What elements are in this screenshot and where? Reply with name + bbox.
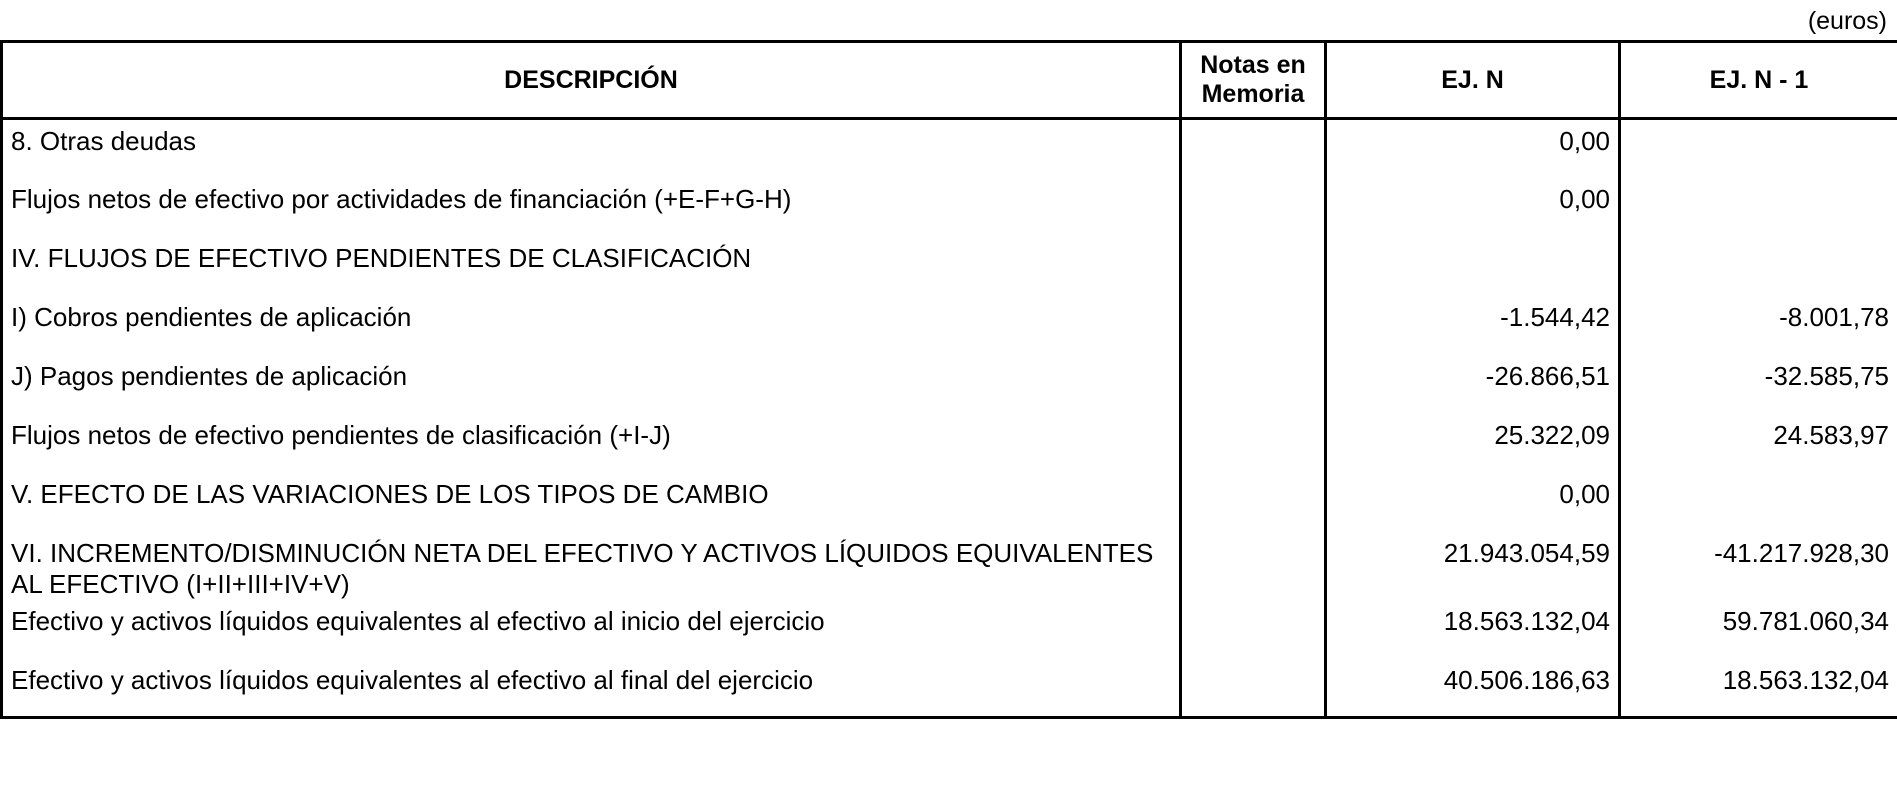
row-notes (1181, 600, 1326, 659)
table-row (2, 473, 1897, 532)
row-current-value: 0,00 (1326, 473, 1620, 532)
row-notes (1181, 355, 1326, 414)
row-current-value: 25.322,09 (1326, 414, 1620, 473)
row-current-value: 21.943.054,59 (1326, 532, 1620, 600)
table-row (2, 659, 1897, 718)
row-previous-value (1620, 237, 1897, 296)
header-current-year: EJ. N (1326, 42, 1620, 119)
row-notes (1181, 178, 1326, 237)
table-body (2, 119, 1897, 718)
row-previous-value: -8.001,78 (1620, 296, 1897, 355)
currency-unit-label: (euros) (1807, 7, 1887, 35)
row-current-value: 0,00 (1326, 178, 1620, 237)
row-description: V. EFECTO DE LAS VARIACIONES DE LOS TIPOS DE CAMBIO (2, 473, 1181, 532)
header-notes: Notas en Memoria (1181, 42, 1326, 119)
row-notes (1181, 414, 1326, 473)
table-row (2, 532, 1897, 600)
row-current-value: 18.563.132,04 (1326, 600, 1620, 659)
row-previous-value: -41.217.928,30 (1620, 532, 1897, 600)
row-current-value (1326, 237, 1620, 296)
row-previous-value: 18.563.132,04 (1620, 659, 1897, 718)
row-current-value: 0,00 (1326, 119, 1620, 178)
table-header (2, 42, 1897, 119)
header-description: DESCRIPCIÓN (2, 42, 1181, 119)
row-description: Flujos netos de efectivo por actividades de financiación (+E-F+G-H) (2, 178, 1181, 237)
table-row (2, 600, 1897, 659)
row-previous-value: -32.585,75 (1620, 355, 1897, 414)
row-description: VI. INCREMENTO/DISMINUCIÓN NETA DEL EFECTIVO Y ACTIVOS LÍQUIDOS EQUIVALENTES AL EFECTIVO (I+II+III+IV+V) (2, 532, 1181, 600)
row-notes (1181, 296, 1326, 355)
row-notes (1181, 473, 1326, 532)
table-row (2, 296, 1897, 355)
row-previous-value: 24.583,97 (1620, 414, 1897, 473)
row-description: J) Pagos pendientes de aplicación (2, 355, 1181, 414)
row-previous-value (1620, 473, 1897, 532)
row-description: Efectivo y activos líquidos equivalentes al efectivo al final del ejercicio (2, 659, 1181, 718)
row-description: Efectivo y activos líquidos equivalentes al efectivo al inicio del ejercicio (2, 600, 1181, 659)
table-row (2, 119, 1897, 178)
row-notes (1181, 532, 1326, 600)
table-row (2, 178, 1897, 237)
row-description: I) Cobros pendientes de aplicación (2, 296, 1181, 355)
row-current-value: -26.866,51 (1326, 355, 1620, 414)
row-description: Flujos netos de efectivo pendientes de clasificación (+I-J) (2, 414, 1181, 473)
row-description: 8. Otras deudas (2, 119, 1181, 178)
table-row (2, 237, 1897, 296)
row-notes (1181, 119, 1326, 178)
cash-flow-statement-table (0, 40, 1897, 719)
row-current-value: -1.544,42 (1326, 296, 1620, 355)
table-row (2, 414, 1897, 473)
row-notes (1181, 659, 1326, 718)
table-row (2, 355, 1897, 414)
row-current-value: 40.506.186,63 (1326, 659, 1620, 718)
row-description: IV. FLUJOS DE EFECTIVO PENDIENTES DE CLASIFICACIÓN (2, 237, 1181, 296)
row-previous-value: 59.781.060,34 (1620, 600, 1897, 659)
header-row (2, 42, 1897, 119)
row-notes (1181, 237, 1326, 296)
row-previous-value (1620, 119, 1897, 178)
row-previous-value (1620, 178, 1897, 237)
header-previous-year: EJ. N - 1 (1620, 42, 1897, 119)
